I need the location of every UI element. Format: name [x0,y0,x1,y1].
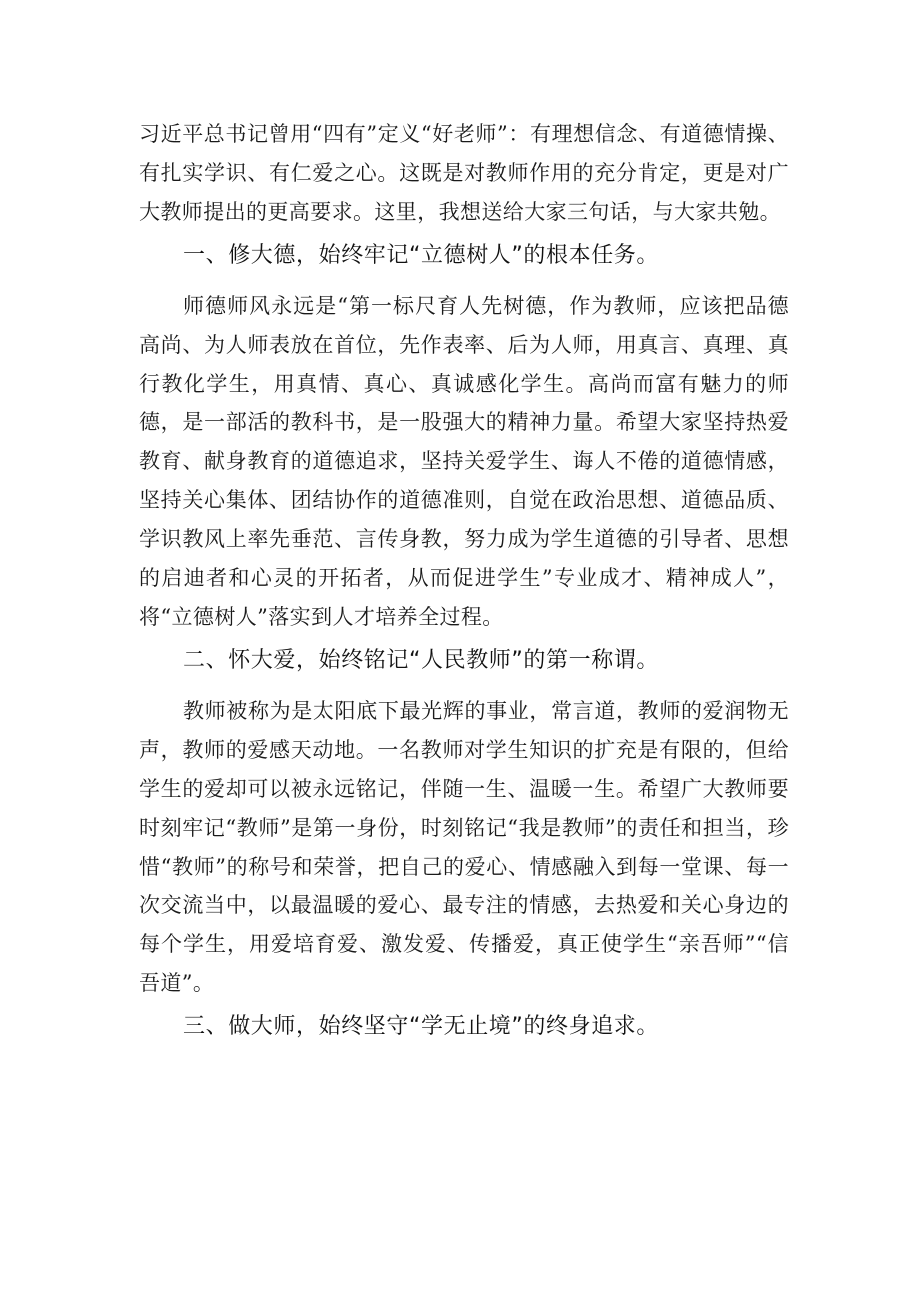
document-body [139,115,789,1058]
section-1-paragraph: 师德师风永远是“第一标尺育人先树德，作为教师，应该把品德高尚、为人师表放在首位，先作表率、后为人师，用真言、真理、真行教化学生，用真情、真心、真诚感化学生。高尚而富有魅力的师德，是一部活的教科书，是一股强大的精神力量。希望大家坚持热爱教育、献身教育的道德追求，坚持关爱学生、诲人不倦的道德情感，坚持关心集体、团结协作的道德准则，自觉在政治思想、道德品质、学识教风上率先垂范、言传身教，努力成为学生道德的引导者、思想的启迪者和心灵的开拓者，从而促进学生”专业成才、精神成人”，将“立德树人”落实到人才培养全过程。 [139,293,789,629]
intro-paragraph: 习近平总书记曾用“四有”定义“好老师”：有理想信念、有道德情操、有扎实学识、有仁爱之心。这既是对教师作用的充分肯定，更是对广大教师提出的更高要求。这里，我想送给大家三句话，与大家共勉。 [139,122,789,224]
section-2-paragraph: 教师被称为是太阳底下最光辉的事业，常言道，教师的爱润物无声，教师的爱感天动地。一名教师对学生知识的扩充是有限的，但给学生的爱却可以被永远铭记，伴随一生、温暖一生。希望广大教师要时刻牢记“教师”是第一身份，时刻铭记“我是教师”的责任和担当，珍惜“教师”的称号和荣誉，把自己的爱心、情感融入到每一堂课、每一次交流当中，以最温暖的爱心、最专注的情感，去热爱和关心身边的每个学生，用爱培育爱、激发爱、传播爱，真正使学生“亲吾师”“信吾道”。 [139,698,789,996]
section-2-heading: 二、怀大爱，始终铭记“人民教师”的第一称谓。 [183,647,659,673]
section-3-heading: 三、做大师，始终坚守“学无止境”的终身追求。 [183,1014,659,1040]
section-1-heading: 一、修大德，始终牢记“立德树人”的根本任务。 [183,242,659,268]
